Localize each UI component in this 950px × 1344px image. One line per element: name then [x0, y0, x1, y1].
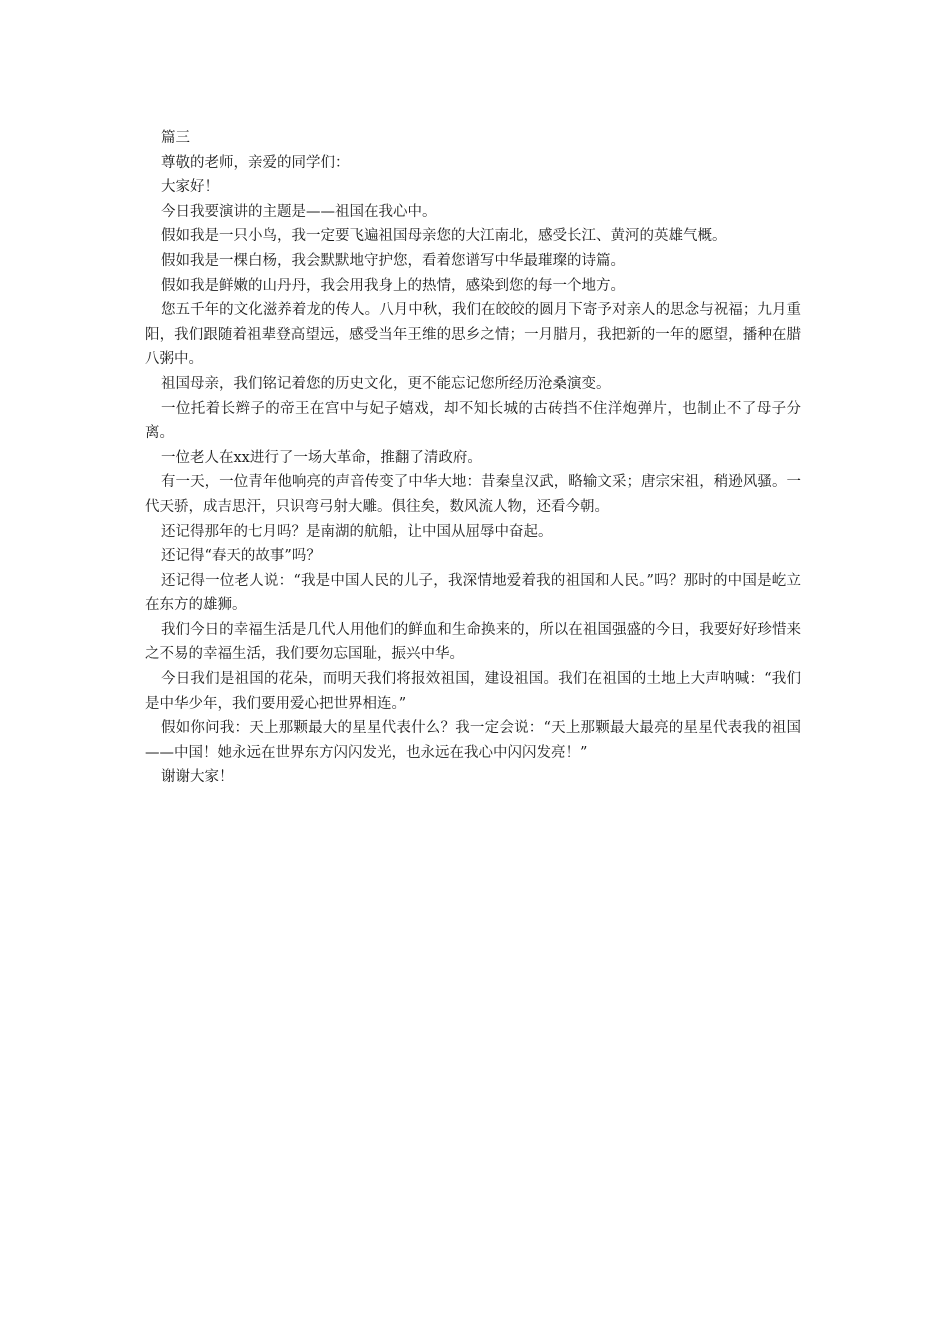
- paragraph-emperor: 一位托着长辫子的帝王在宫中与妃子嬉戏，却不知长城的古砖挡不住洋炮弹片，也制止不了母子分离。: [145, 400, 801, 442]
- paragraph-old-man-quote: 还记得一位老人说：“我是中国人民的儿子，我深情地爱着我的祖国和人民。”吗？那时的中国是屹立在东方的雄狮。: [145, 572, 801, 614]
- paragraph-poem: 有一天，一位青年他响亮的声音传变了中华大地：昔秦皇汉武，略输文采；唐宗宋祖，稍逊风骚。一代天骄，成吉思汗，只识弯弓射大雕。俱往矣，数风流人物，还看今朝。: [145, 474, 801, 515]
- paragraph-revolution: 一位老人在xx进行了一场大革命，推翻了清政府。: [161, 449, 482, 466]
- speech-text: [145, 126, 801, 790]
- paragraph-bird: 假如我是一只小鸟，我一定要飞遍祖国母亲您的大江南北，感受长江、黄河的英雄气概。: [161, 228, 727, 245]
- paragraph-happiness: 我们今日的幸福生活是几代人用他们的鲜血和生命换来的，所以在祖国强盛的今日，我要好好珍惜来之不易的幸福生活，我们要勿忘国耻，振兴中华。: [145, 621, 801, 663]
- paragraph-flower: 假如我是鲜嫩的山丹丹，我会用我身上的热情，感染到您的每一个地方。: [161, 277, 625, 294]
- section-heading: 篇三: [161, 130, 190, 146]
- greeting: 大家好！: [161, 179, 219, 196]
- closing-thanks: 谢谢大家！: [161, 769, 234, 786]
- paragraph-july: 还记得那年的七月吗？是南湖的航船，让中国从屈辱中奋起。: [161, 523, 553, 540]
- paragraph-poplar: 假如我是一棵白杨，我会默默地守护您，看着您谱写中华最璀璨的诗篇。: [161, 252, 625, 269]
- salutation: 尊敬的老师，亲爱的同学们：: [161, 154, 350, 171]
- paragraph-brightest-star: 假如你问我：天上那颗最大的星星代表什么？我一定会说：“天上那颗最大最亮的星星代表我的祖国——中国！她永远在世界东方闪闪发光，也永远在我心中闪闪发亮！”: [145, 720, 801, 761]
- paragraph-history: 祖国母亲，我们铭记着您的历史文化，更不能忘记您所经历沧桑演变。: [161, 375, 611, 392]
- paragraph-flowers-of-nation: 今日我们是祖国的花朵，而明天我们将报效祖国，建设祖国。我们在祖国的土地上大声呐喊：“我们是中华少年，我们要用爱心把世界相连。”: [145, 671, 801, 712]
- topic-paragraph: 今日我要演讲的主题是——祖国在我心中。: [161, 203, 437, 220]
- paragraph-culture: 您五千年的文化滋养着龙的传人。八月中秋，我们在皎皎的圆月下寄予对亲人的思念与祝福；九月重阳，我们跟随着祖辈登高望远，感受当年王维的思乡之情；一月腊月，我把新的一年的愿望，播种在腊八粥中。: [145, 302, 801, 368]
- paragraph-spring-story: 还记得“春天的故事”吗？: [161, 548, 321, 565]
